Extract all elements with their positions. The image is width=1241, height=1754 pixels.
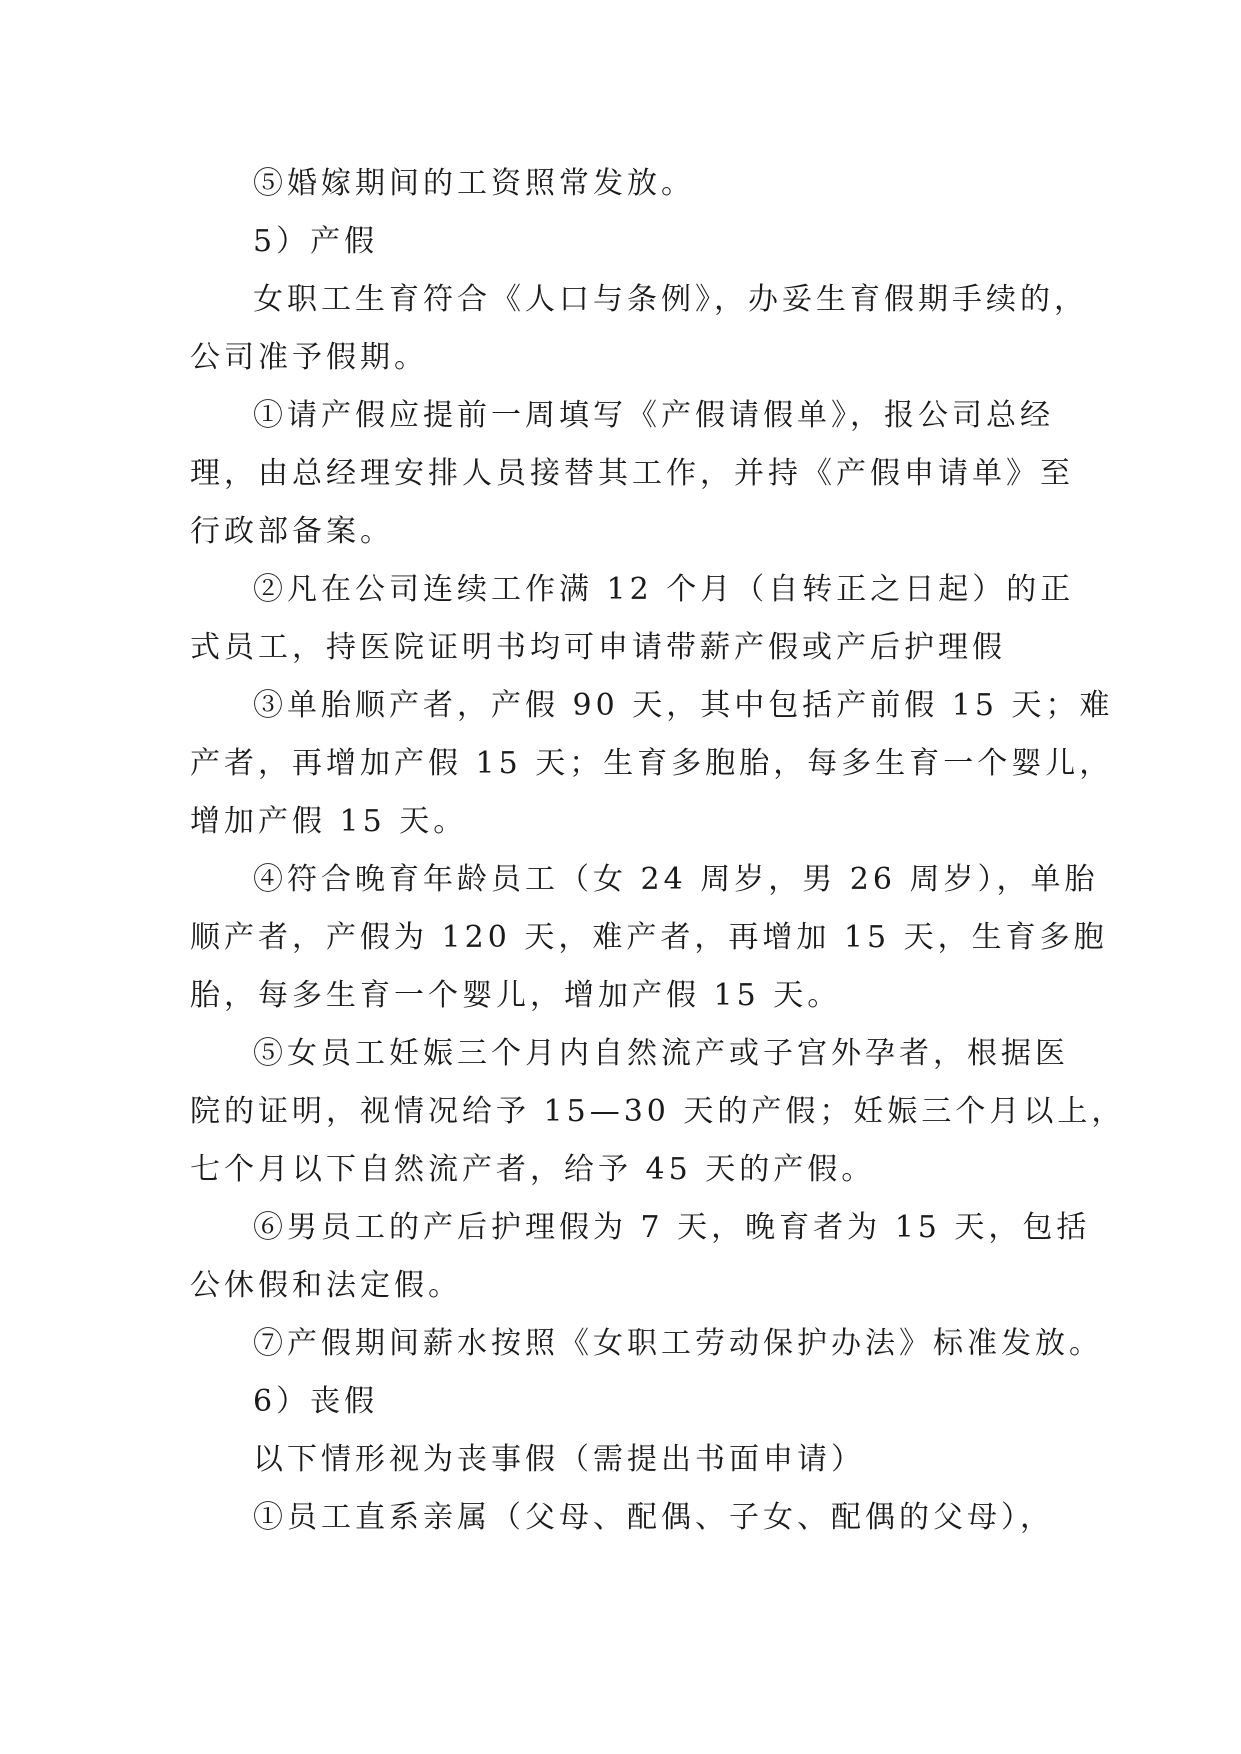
text-line: ②凡在公司连续工作满 12 个月（自转正之日起）的正	[253, 572, 1075, 607]
text-line: 以下情形视为丧事假（需提出书面申请）	[253, 1442, 865, 1477]
text-line: ①员工直系亲属（父母、配偶、子女、配偶的父母），	[253, 1500, 1054, 1535]
text-line: 增加产假 15 天。	[190, 804, 468, 839]
text-line: ③单胎顺产者，产假 90 天，其中包括产前假 15 天；难	[253, 688, 1114, 723]
text-line: 理，由总经理安排人员接替其工作，并持《产假申请单》至	[190, 456, 1074, 491]
text-line: 顺产者，产假为 120 天，难产者，再增加 15 天，生育多胞	[190, 920, 1108, 955]
section-heading-funeral-leave: 6）丧假	[253, 1384, 379, 1419]
text-line: ⑦产假期间薪水按照《女职工劳动保护办法》标准发放。	[253, 1326, 1103, 1361]
text-line: 胎，每多生育一个婴儿，增加产假 15 天。	[190, 978, 842, 1013]
text-line: ⑥男员工的产后护理假为 7 天，晚育者为 15 天，包括	[253, 1210, 1091, 1245]
section-heading-maternity-leave: 5）产假	[253, 224, 379, 259]
text-line: 式员工，持医院证明书均可申请带薪产假或产后护理假	[190, 630, 1006, 665]
text-line: 公司准予假期。	[190, 340, 428, 375]
document-body	[190, 155, 1126, 1547]
text-line: 公休假和法定假。	[190, 1268, 462, 1303]
text-line: 行政部备案。	[190, 514, 394, 549]
text-line: ④符合晚育年龄员工（女 24 周岁，男 26 周岁），单胎	[253, 862, 1099, 897]
text-line: ①请产假应提前一周填写《产假请假单》，报公司总经	[253, 398, 1054, 433]
text-line: ⑤女员工妊娠三个月内自然流产或子宫外孕者，根据医	[253, 1036, 1069, 1071]
text-line: 七个月以下自然流产者，给予 45 天的产假。	[190, 1152, 876, 1187]
text-line: ⑤婚嫁期间的工资照常发放。	[253, 166, 695, 201]
text-line: 院的证明，视情况给予 15—30 天的产假；妊娠三个月以上，	[190, 1094, 1126, 1129]
text-line: 女职工生育符合《人口与条例》，办妥生育假期手续的，	[253, 282, 1088, 317]
text-line: 产者，再增加产假 15 天；生育多胞胎，每多生育一个婴儿，	[190, 746, 1114, 781]
